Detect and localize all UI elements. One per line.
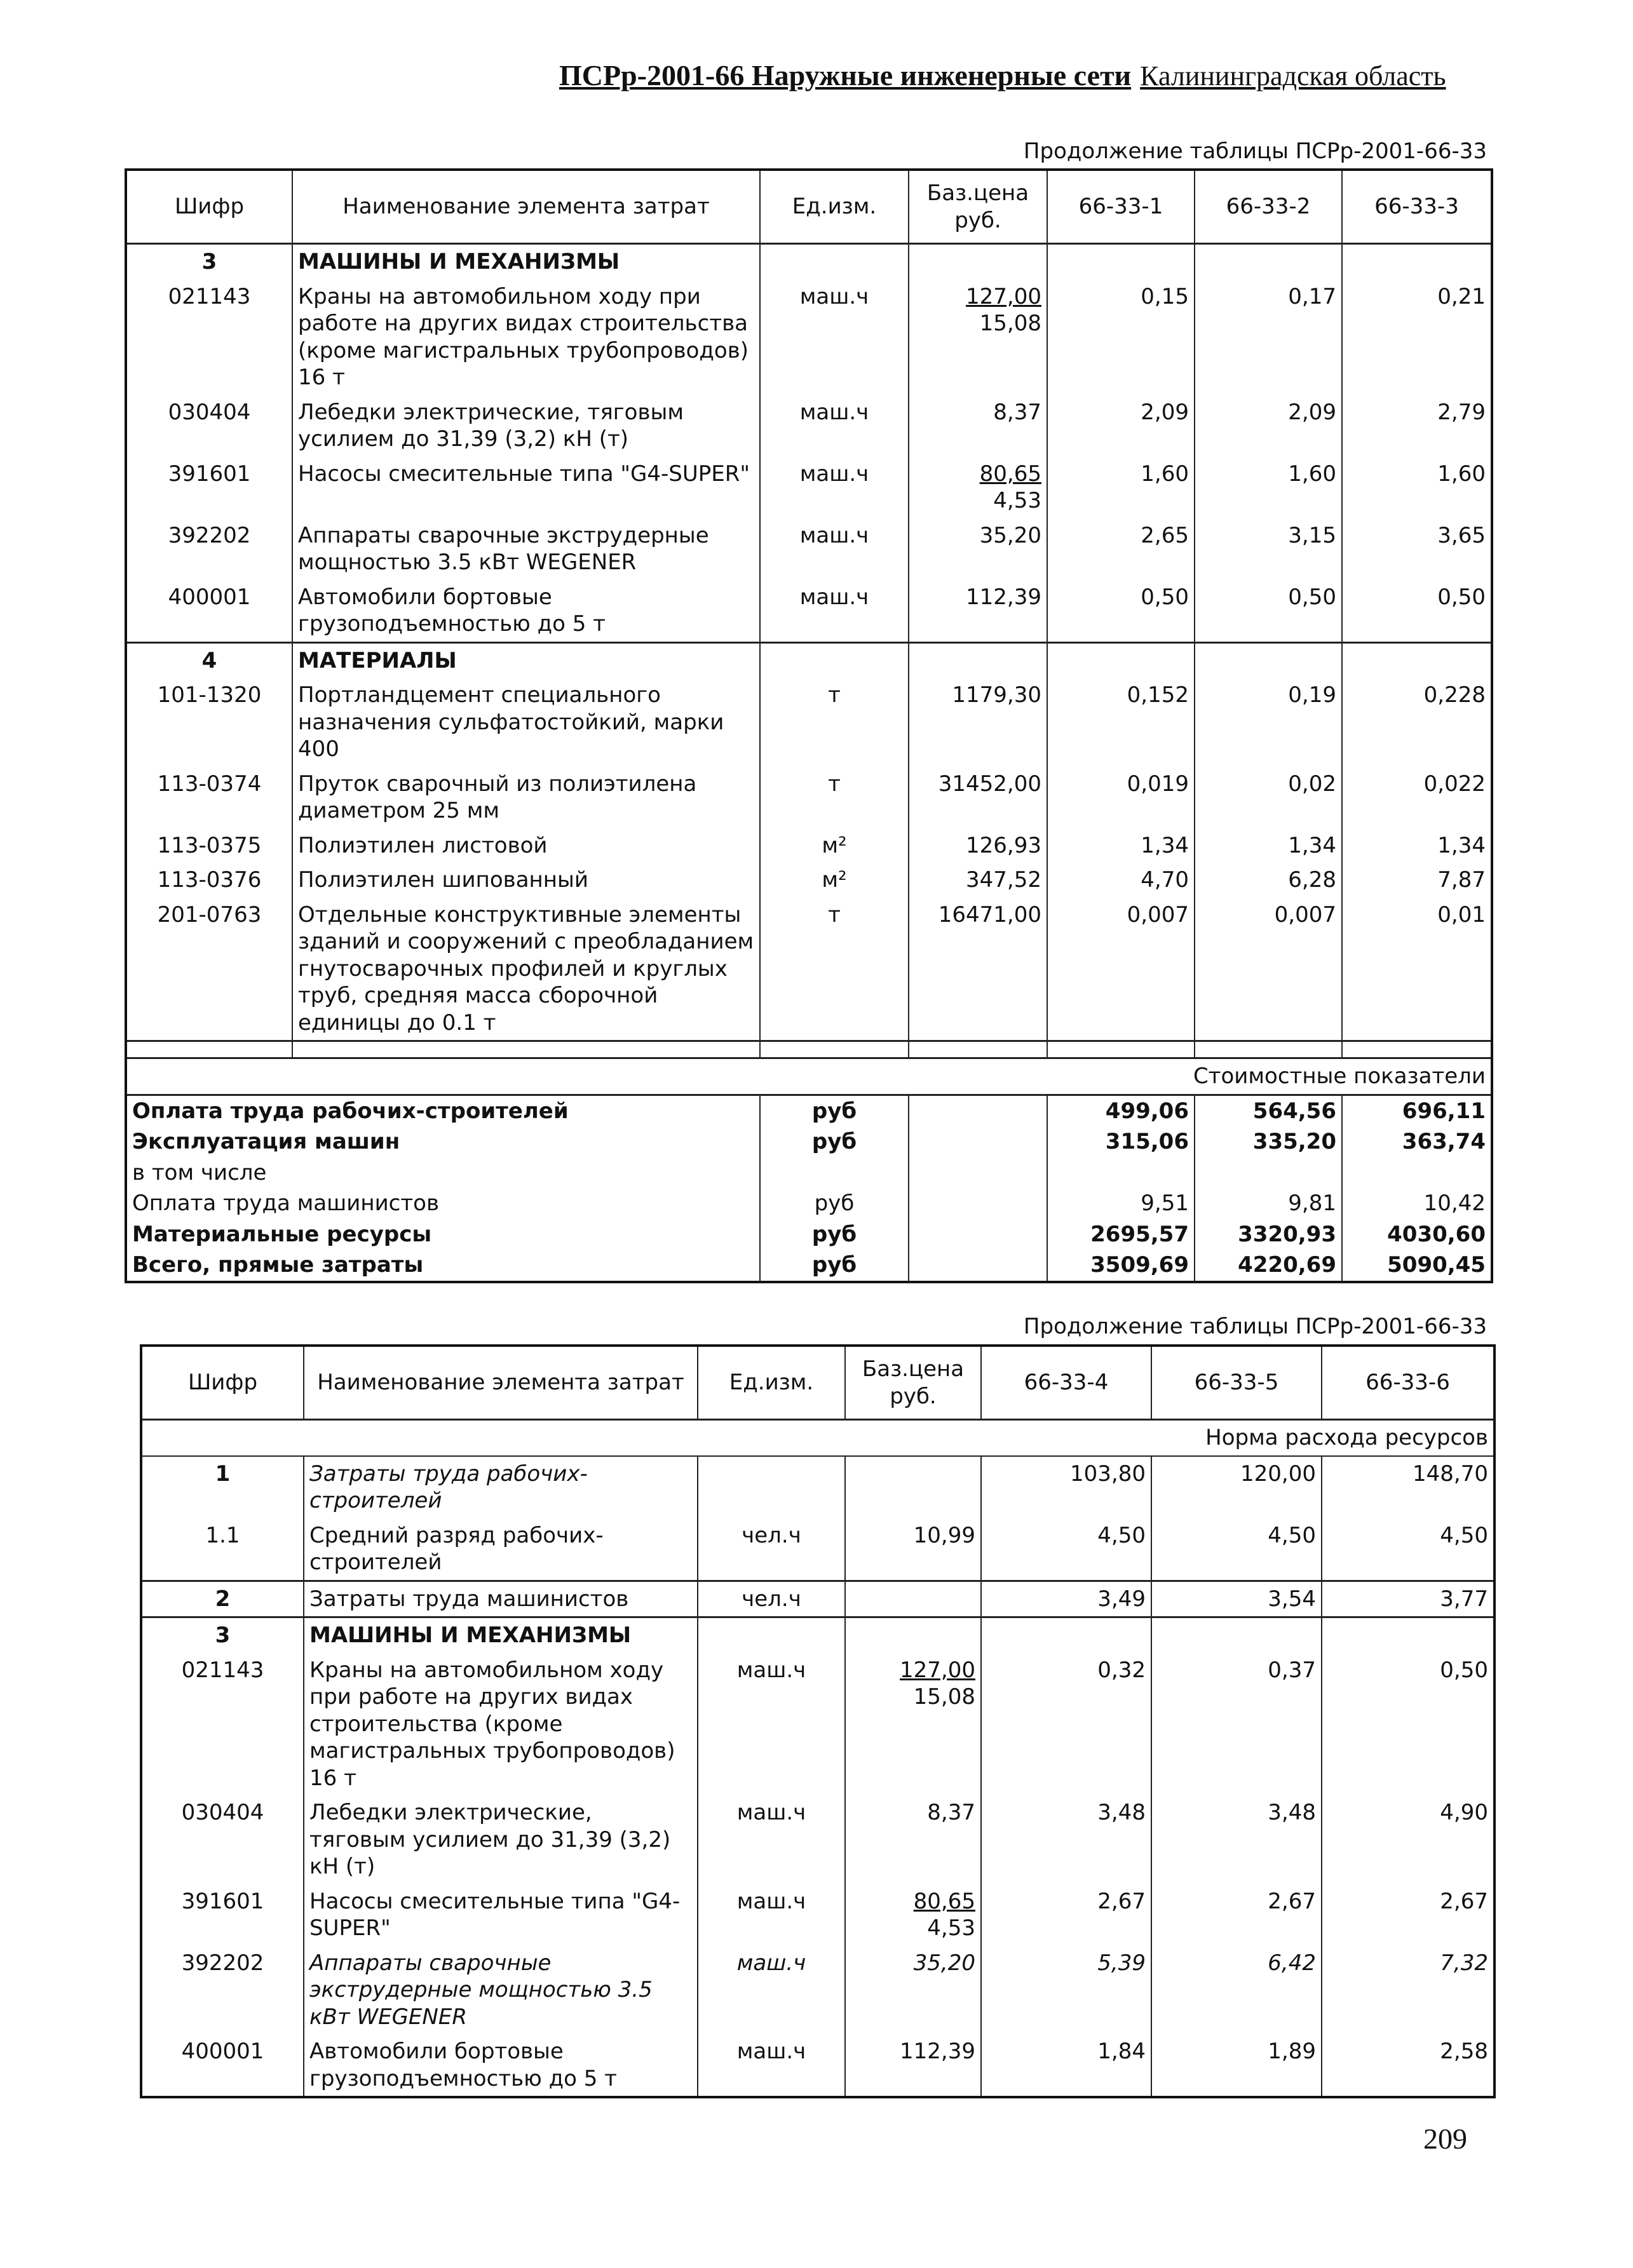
row-price-secondary: 4,53 xyxy=(993,488,1041,513)
row-price: 16471,00 xyxy=(909,898,1047,1041)
row-price-secondary: 4,53 xyxy=(927,1915,975,1941)
col-header: Шифр xyxy=(126,170,292,244)
row-unit: т xyxy=(760,678,909,767)
cost-value: 335,20 xyxy=(1195,1126,1342,1158)
row-value: 1,34 xyxy=(1195,828,1342,863)
row-name: Насосы смесительные типа "G4-SUPER" xyxy=(304,1884,698,1946)
cost-row xyxy=(126,1095,1492,1126)
table-row xyxy=(126,580,1492,643)
cost-value: 9,81 xyxy=(1195,1188,1342,1219)
row-price xyxy=(845,1581,981,1617)
row-name: Портландцемент специального назначения сульфатостойкий, марки 400 xyxy=(292,678,760,767)
row-code: 2 xyxy=(141,1581,304,1617)
row-value: 1,34 xyxy=(1342,828,1492,863)
col-header: 66-33-4 xyxy=(981,1346,1151,1420)
row-price: 347,52 xyxy=(909,863,1047,898)
row-price: 80,65 xyxy=(979,461,1041,487)
row-value: 1,89 xyxy=(1151,2034,1322,2097)
col-header: Баз.цена руб. xyxy=(909,170,1047,244)
row-unit: маш.ч xyxy=(760,457,909,518)
section-row xyxy=(141,1617,1494,1653)
row-value: 0,19 xyxy=(1195,678,1342,767)
page-number: 209 xyxy=(1423,2123,1467,2155)
table-row xyxy=(141,2034,1494,2097)
section-row xyxy=(126,244,1492,280)
row-code: 1.1 xyxy=(205,1522,240,1548)
row-value: 0,50 xyxy=(1322,1653,1494,1796)
row-value: 6,42 xyxy=(1151,1946,1322,2035)
row-value: 0,50 xyxy=(1047,580,1195,643)
row-name: Аппараты сварочные экструдерные мощностью 3.5 кВт WEGENER xyxy=(292,518,760,580)
row-code: 1 xyxy=(215,1461,231,1487)
row-name: Автомобили бортовые грузоподъемностью до 5 т xyxy=(304,2034,698,2097)
row-value: 2,09 xyxy=(1047,395,1195,457)
row-price: 126,93 xyxy=(909,828,1047,863)
row-value: 3,54 xyxy=(1151,1581,1322,1617)
row-unit: м² xyxy=(760,828,909,863)
row-value: 6,28 xyxy=(1195,863,1342,898)
table-row xyxy=(126,280,1492,395)
row-value: 2,58 xyxy=(1322,2034,1494,2097)
row-price: 8,37 xyxy=(909,395,1047,457)
row-price: 35,20 xyxy=(845,1946,981,2035)
table-row xyxy=(126,828,1492,863)
col-header: Наименование элемента затрат xyxy=(304,1346,698,1420)
row-value: 3,49 xyxy=(981,1581,1151,1617)
row-price: 10,99 xyxy=(845,1518,981,1581)
row-unit: маш.ч xyxy=(698,1653,845,1796)
row-name: Краны на автомобильном ходу при работе на других видах строительства (кроме магистральных трубопроводов) 16 т xyxy=(304,1653,698,1796)
cost-value: 9,51 xyxy=(1047,1188,1195,1219)
row-code: 201-0763 xyxy=(157,901,262,928)
row-value: 0,21 xyxy=(1342,280,1492,395)
row-unit xyxy=(698,1456,845,1518)
row-price: 35,20 xyxy=(909,518,1047,580)
cost-row xyxy=(126,1158,1492,1189)
table-row xyxy=(141,1946,1494,2035)
row-unit: маш.ч xyxy=(698,1795,845,1884)
table1-header-row xyxy=(126,170,1492,244)
cost-label: Эксплуатация машин xyxy=(132,1129,400,1154)
row-value: 3,48 xyxy=(1151,1795,1322,1884)
row-code: 113-0375 xyxy=(157,832,262,858)
row-price-secondary: 15,08 xyxy=(979,311,1041,336)
cost-value: 499,06 xyxy=(1047,1095,1195,1126)
col-header: Шифр xyxy=(141,1346,304,1420)
row-code: 101-1320 xyxy=(157,682,262,708)
table-row xyxy=(126,457,1492,518)
row-value: 7,32 xyxy=(1322,1946,1494,2035)
row-name: Средний разряд рабочих-строителей xyxy=(304,1518,698,1581)
section-code: 3 xyxy=(201,249,217,274)
row-unit: маш.ч xyxy=(760,580,909,643)
cost-value: 10,42 xyxy=(1342,1188,1492,1219)
col-header: 66-33-6 xyxy=(1322,1346,1494,1420)
row-value: 3,77 xyxy=(1322,1581,1494,1617)
row-value: 4,50 xyxy=(1151,1518,1322,1581)
row-value: 0,01 xyxy=(1342,898,1492,1041)
cost-value: 4030,60 xyxy=(1342,1219,1492,1250)
row-name: Полиэтилен листовой xyxy=(292,828,760,863)
table-row xyxy=(141,1653,1494,1796)
table-row xyxy=(126,863,1492,898)
document-code: ПСРр-2001-66 Наружные инженерные сети xyxy=(559,59,1132,91)
row-value: 0,022 xyxy=(1342,767,1492,828)
row-value: 2,67 xyxy=(1322,1884,1494,1946)
cost-row xyxy=(126,1250,1492,1282)
section-code: 3 xyxy=(141,1617,304,1653)
row-value: 0,02 xyxy=(1195,767,1342,828)
row-name: Пруток сварочный из полиэтилена диаметром 25 мм xyxy=(292,767,760,828)
cost-value: 564,56 xyxy=(1195,1095,1342,1126)
row-code: 030404 xyxy=(168,399,251,425)
cost-unit: руб xyxy=(760,1219,909,1250)
cost-unit: руб xyxy=(760,1250,909,1282)
col-header: Ед.изм. xyxy=(698,1346,845,1420)
row-value: 2,67 xyxy=(1151,1884,1322,1946)
cost-value: 4220,69 xyxy=(1195,1250,1342,1282)
section-row xyxy=(126,642,1492,678)
row-value: 120,00 xyxy=(1151,1456,1322,1518)
row-name: Затраты труда рабочих-строителей xyxy=(304,1456,698,1518)
row-code: 391601 xyxy=(168,461,251,487)
row-name: Лебедки электрические, тяговым усилием до 31,39 (3,2) кН (т) xyxy=(304,1795,698,1884)
row-value: 148,70 xyxy=(1322,1456,1494,1518)
cost-unit: руб xyxy=(760,1188,909,1219)
page-header xyxy=(559,58,1474,103)
table2-caption: Продолжение таблицы ПСРр-2001-66-33 xyxy=(1023,1314,1487,1339)
table-row xyxy=(141,1581,1494,1617)
row-code: 391601 xyxy=(181,1888,264,1914)
col-header: 66-33-3 xyxy=(1342,170,1492,244)
row-value: 2,79 xyxy=(1342,395,1492,457)
table1 xyxy=(125,168,1493,1283)
table2-header-row xyxy=(141,1346,1494,1420)
row-value: 0,32 xyxy=(981,1653,1151,1796)
norm-consumption-label: Норма расхода ресурсов xyxy=(141,1420,1494,1456)
row-code: 021143 xyxy=(181,1657,264,1683)
cost-row xyxy=(126,1126,1492,1158)
row-value: 0,152 xyxy=(1047,678,1195,767)
cost-label: Оплата труда машинистов xyxy=(132,1191,440,1216)
cost-value: 696,11 xyxy=(1342,1095,1492,1126)
row-value: 1,34 xyxy=(1047,828,1195,863)
table-row xyxy=(126,518,1492,580)
row-value: 1,60 xyxy=(1195,457,1342,518)
row-unit: м² xyxy=(760,863,909,898)
cost-row xyxy=(126,1188,1492,1219)
row-value: 3,48 xyxy=(981,1795,1151,1884)
row-value: 4,90 xyxy=(1322,1795,1494,1884)
section-code: 4 xyxy=(126,642,292,678)
row-code: 113-0374 xyxy=(157,771,262,797)
table-row xyxy=(126,898,1492,1041)
row-price: 127,00 xyxy=(966,283,1041,309)
row-unit: т xyxy=(760,898,909,1041)
cost-unit: руб xyxy=(760,1095,909,1126)
row-unit: маш.ч xyxy=(760,395,909,457)
cost-label: Всего, прямые затраты xyxy=(132,1252,424,1278)
row-value: 1,60 xyxy=(1047,457,1195,518)
row-value: 1,60 xyxy=(1342,457,1492,518)
cost-value: 3509,69 xyxy=(1047,1250,1195,1282)
row-unit: маш.ч xyxy=(698,2034,845,2097)
row-value: 3,65 xyxy=(1342,518,1492,580)
region-name: Калининградская область xyxy=(1140,60,1446,91)
row-value: 0,17 xyxy=(1195,280,1342,395)
row-value: 4,50 xyxy=(1322,1518,1494,1581)
row-name: Насосы смесительные типа "G4-SUPER" xyxy=(292,457,760,518)
row-value: 2,67 xyxy=(981,1884,1151,1946)
section-title: МАШИНЫ И МЕХАНИЗМЫ xyxy=(304,1617,698,1653)
col-header: Ед.изм. xyxy=(760,170,909,244)
row-code: 113-0376 xyxy=(157,867,262,893)
row-value: 0,019 xyxy=(1047,767,1195,828)
row-value: 4,50 xyxy=(981,1518,1151,1581)
table-row xyxy=(141,1456,1494,1518)
table-row xyxy=(141,1795,1494,1884)
col-header: 66-33-5 xyxy=(1151,1346,1322,1420)
cost-label: в том числе xyxy=(132,1159,267,1185)
cost-row xyxy=(126,1219,1492,1250)
row-value: 103,80 xyxy=(981,1456,1151,1518)
row-code: 400001 xyxy=(168,584,251,610)
row-value: 0,50 xyxy=(1195,580,1342,643)
row-name: Полиэтилен шипованный xyxy=(292,863,760,898)
row-name: Отдельные конструктивные элементы зданий и сооружений с преобладанием гнутосварочных профилей и круглых труб, средняя масса сборочной единицы до 0.1 т xyxy=(292,898,760,1041)
row-price xyxy=(845,1456,981,1518)
row-name: Краны на автомобильном ходу при работе на других видах строительства (кроме магистральных трубопроводов) 16 т xyxy=(292,280,760,395)
row-code: 030404 xyxy=(181,1800,264,1825)
col-header: 66-33-2 xyxy=(1195,170,1342,244)
cost-value: 363,74 xyxy=(1342,1126,1492,1158)
row-name: Лебедки электрические, тяговым усилием до 31,39 (3,2) кН (т) xyxy=(292,395,760,457)
row-code: 392202 xyxy=(181,1950,264,1976)
col-header: Баз.цена руб. xyxy=(845,1346,981,1420)
col-header: Наименование элемента затрат xyxy=(292,170,760,244)
row-value: 7,87 xyxy=(1342,863,1492,898)
row-value: 5,39 xyxy=(981,1946,1151,2035)
table2 xyxy=(140,1344,1496,2098)
row-value: 0,228 xyxy=(1342,678,1492,767)
table1-caption: Продолжение таблицы ПСРр-2001-66-33 xyxy=(1023,138,1487,164)
section-title: МАТЕРИАЛЫ xyxy=(292,642,760,678)
table-row xyxy=(126,767,1492,828)
col-header: 66-33-1 xyxy=(1047,170,1195,244)
table-row xyxy=(141,1884,1494,1946)
row-value: 1,84 xyxy=(981,2034,1151,2097)
row-name: Аппараты сварочные экструдерные мощностью 3.5 кВт WEGENER xyxy=(304,1946,698,2035)
row-value: 4,70 xyxy=(1047,863,1195,898)
row-code: 392202 xyxy=(168,522,251,548)
cost-value: 315,06 xyxy=(1047,1126,1195,1158)
cost-value: 5090,45 xyxy=(1342,1250,1492,1282)
row-value: 0,007 xyxy=(1047,898,1195,1041)
row-value: 2,65 xyxy=(1047,518,1195,580)
row-name: Автомобили бортовые грузоподъемностью до 5 т xyxy=(292,580,760,643)
row-price: 31452,00 xyxy=(909,767,1047,828)
row-price: 127,00 xyxy=(900,1657,975,1683)
table-row xyxy=(126,678,1492,767)
cost-value: 2695,57 xyxy=(1047,1219,1195,1250)
table-row xyxy=(126,395,1492,457)
row-price: 1179,30 xyxy=(909,678,1047,767)
cost-value: 3320,93 xyxy=(1195,1219,1342,1250)
row-unit: маш.ч xyxy=(760,518,909,580)
row-unit: чел.ч xyxy=(698,1581,845,1617)
row-value: 0,50 xyxy=(1342,580,1492,643)
row-code: 021143 xyxy=(168,283,251,309)
row-unit: маш.ч xyxy=(760,280,909,395)
section-title: МАШИНЫ И МЕХАНИЗМЫ xyxy=(292,244,760,280)
row-price: 112,39 xyxy=(845,2034,981,2097)
row-price: 112,39 xyxy=(909,580,1047,643)
row-value: 0,007 xyxy=(1195,898,1342,1041)
row-name: Затраты труда машинистов xyxy=(304,1581,698,1617)
row-value: 0,37 xyxy=(1151,1653,1322,1796)
row-value: 2,09 xyxy=(1195,395,1342,457)
row-price: 8,37 xyxy=(845,1795,981,1884)
row-price: 80,65 xyxy=(913,1888,975,1914)
row-unit: т xyxy=(760,767,909,828)
row-unit: маш.ч xyxy=(698,1946,845,2035)
cost-unit: руб xyxy=(760,1126,909,1158)
cost-label: Оплата труда рабочих-строителей xyxy=(126,1095,760,1126)
row-value: 3,15 xyxy=(1195,518,1342,580)
row-unit: чел.ч xyxy=(698,1518,845,1581)
row-price-secondary: 15,08 xyxy=(913,1684,975,1710)
table-row xyxy=(141,1518,1494,1581)
row-code: 400001 xyxy=(181,2039,264,2064)
row-unit: маш.ч xyxy=(698,1884,845,1946)
row-value: 0,15 xyxy=(1047,280,1195,395)
cost-indicators-label: Стоимостные показатели xyxy=(126,1058,1492,1095)
cost-label: Материальные ресурсы xyxy=(132,1221,432,1247)
